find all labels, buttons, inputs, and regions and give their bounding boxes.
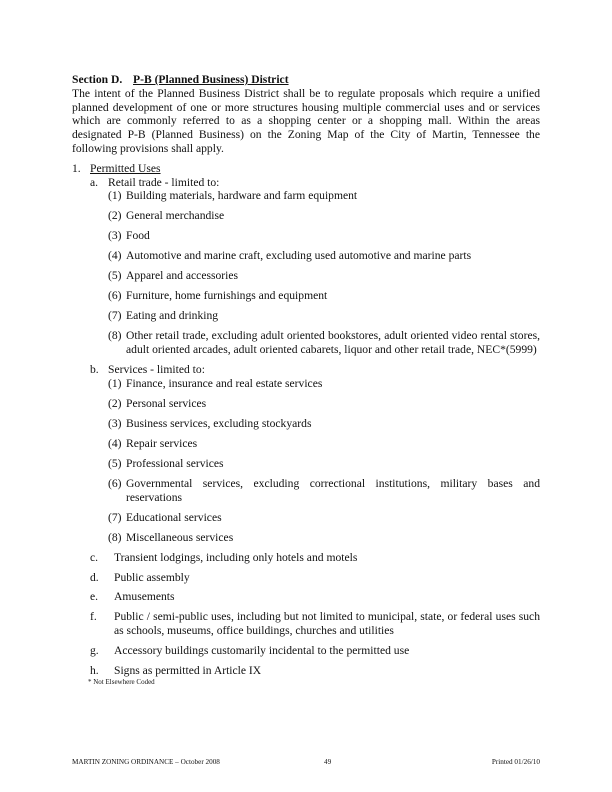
list-item [72, 417, 540, 431]
intro-paragraph: The intent of the Planned Business District shall be to regulate proposals which require a unified planned development of one or more structures housing multiple commercial uses and or services which are commonly referred to as a shopping center or a shopping mall. Within the areas designated P-B (Planned Business) on the Zoning Map of the City of Martin, Tennessee the following provisions shall apply. [72, 86, 540, 155]
list-letter: a. [90, 175, 99, 189]
print-date: Printed 01/26/10 [491, 758, 540, 766]
item-text: Public / semi-public uses, including but not limited to municipal, state, or federal uses such as schools, museums, office buildings, churches and utilities [114, 610, 540, 638]
item-text: Professional services [126, 456, 224, 470]
list-item [72, 289, 540, 303]
footer-document-title: MARTIN ZONING ORDINANCE – October 2008 [72, 758, 220, 766]
list-item [72, 531, 540, 545]
item-text: Transient lodgings, including only hotels and motels [114, 550, 358, 564]
item-number: (3) [108, 416, 122, 430]
list-item [72, 397, 540, 411]
item-text: Other retail trade, excluding adult oriented bookstores, adult oriented video rental stores, adult oriented arcades, adult oriented cabarets, liquor and other retail trade, NEC*(5999) [126, 329, 540, 357]
list-item [72, 437, 540, 451]
list-letter: b. [90, 363, 99, 377]
list-letter: h. [90, 664, 99, 678]
item-number: (5) [108, 269, 122, 283]
item-text: Eating and drinking [126, 309, 219, 323]
section-heading [72, 73, 540, 87]
item-text: General merchandise [126, 209, 225, 223]
item-text: Public assembly [114, 570, 190, 584]
item-number: (6) [108, 289, 122, 303]
item-number: (7) [108, 309, 122, 323]
item-number: (2) [108, 209, 122, 223]
section-title: P-B (Planned Business) District [133, 73, 289, 86]
item-number: (1) [108, 376, 122, 390]
section-number: Section D. [72, 73, 123, 86]
list-item [72, 189, 540, 203]
item-number: (4) [108, 436, 122, 450]
list-item [72, 664, 540, 678]
list-letter: d. [90, 570, 99, 584]
list-item [72, 229, 540, 243]
item-text: Miscellaneous services [126, 530, 234, 544]
item-number: (7) [108, 510, 122, 524]
list-item [72, 269, 540, 283]
list-item [72, 551, 540, 565]
item-text: Furniture, home furnishings and equipment [126, 289, 328, 303]
item-number: (3) [108, 229, 122, 243]
list-letter: e. [90, 590, 99, 604]
item-number: (2) [108, 396, 122, 410]
item-text: Governmental services, excluding correctional institutions, military bases and reservations [126, 476, 540, 504]
item-text: Educational services [126, 510, 222, 524]
footnote: * Not Elsewhere Coded [88, 678, 155, 687]
list-letter: c. [90, 550, 99, 564]
item-text: Signs as permitted in Article IX [114, 664, 262, 678]
list-item [72, 377, 540, 391]
retail-label: Retail trade - limited to: [108, 175, 220, 189]
permitted-uses-label: Permitted Uses [90, 161, 161, 175]
list-letter: g. [90, 644, 99, 658]
item-number: (4) [108, 249, 122, 263]
item-text: Finance, insurance and real estate services [126, 376, 323, 390]
list-number: 1. [72, 161, 81, 175]
item-text: Amusements [114, 590, 175, 604]
retail-heading [72, 176, 540, 190]
item-text: Personal services [126, 396, 207, 410]
services-heading [72, 363, 540, 377]
list-item [72, 309, 540, 323]
item-number: (8) [108, 530, 122, 544]
list-item [72, 329, 540, 357]
page-number: 49 [324, 758, 332, 766]
item-text: Repair services [126, 436, 198, 450]
list-item [72, 511, 540, 525]
list-item [72, 610, 540, 638]
item-text: Apparel and accessories [126, 269, 239, 283]
item-text: Business services, excluding stockyards [126, 416, 312, 430]
list-item [72, 644, 540, 658]
list-item [72, 457, 540, 471]
item-text: Accessory buildings customarily incidental to the permitted use [114, 644, 410, 658]
list-item [72, 590, 540, 604]
item-text: Food [126, 229, 150, 243]
list-item [72, 477, 540, 505]
item-number: (6) [108, 476, 122, 490]
list-letter: f. [90, 610, 97, 624]
item-number: (5) [108, 456, 122, 470]
list-item [72, 249, 540, 263]
services-label: Services - limited to: [108, 363, 205, 377]
document-page [72, 73, 540, 693]
list-item [72, 209, 540, 223]
item-text: Automotive and marine craft, excluding used automotive and marine parts [126, 249, 472, 263]
item-number: (8) [108, 329, 122, 343]
item-number: (1) [108, 189, 122, 203]
item-text: Building materials, hardware and farm equipment [126, 189, 358, 203]
list-item [72, 571, 540, 585]
permitted-uses-heading [72, 162, 540, 176]
